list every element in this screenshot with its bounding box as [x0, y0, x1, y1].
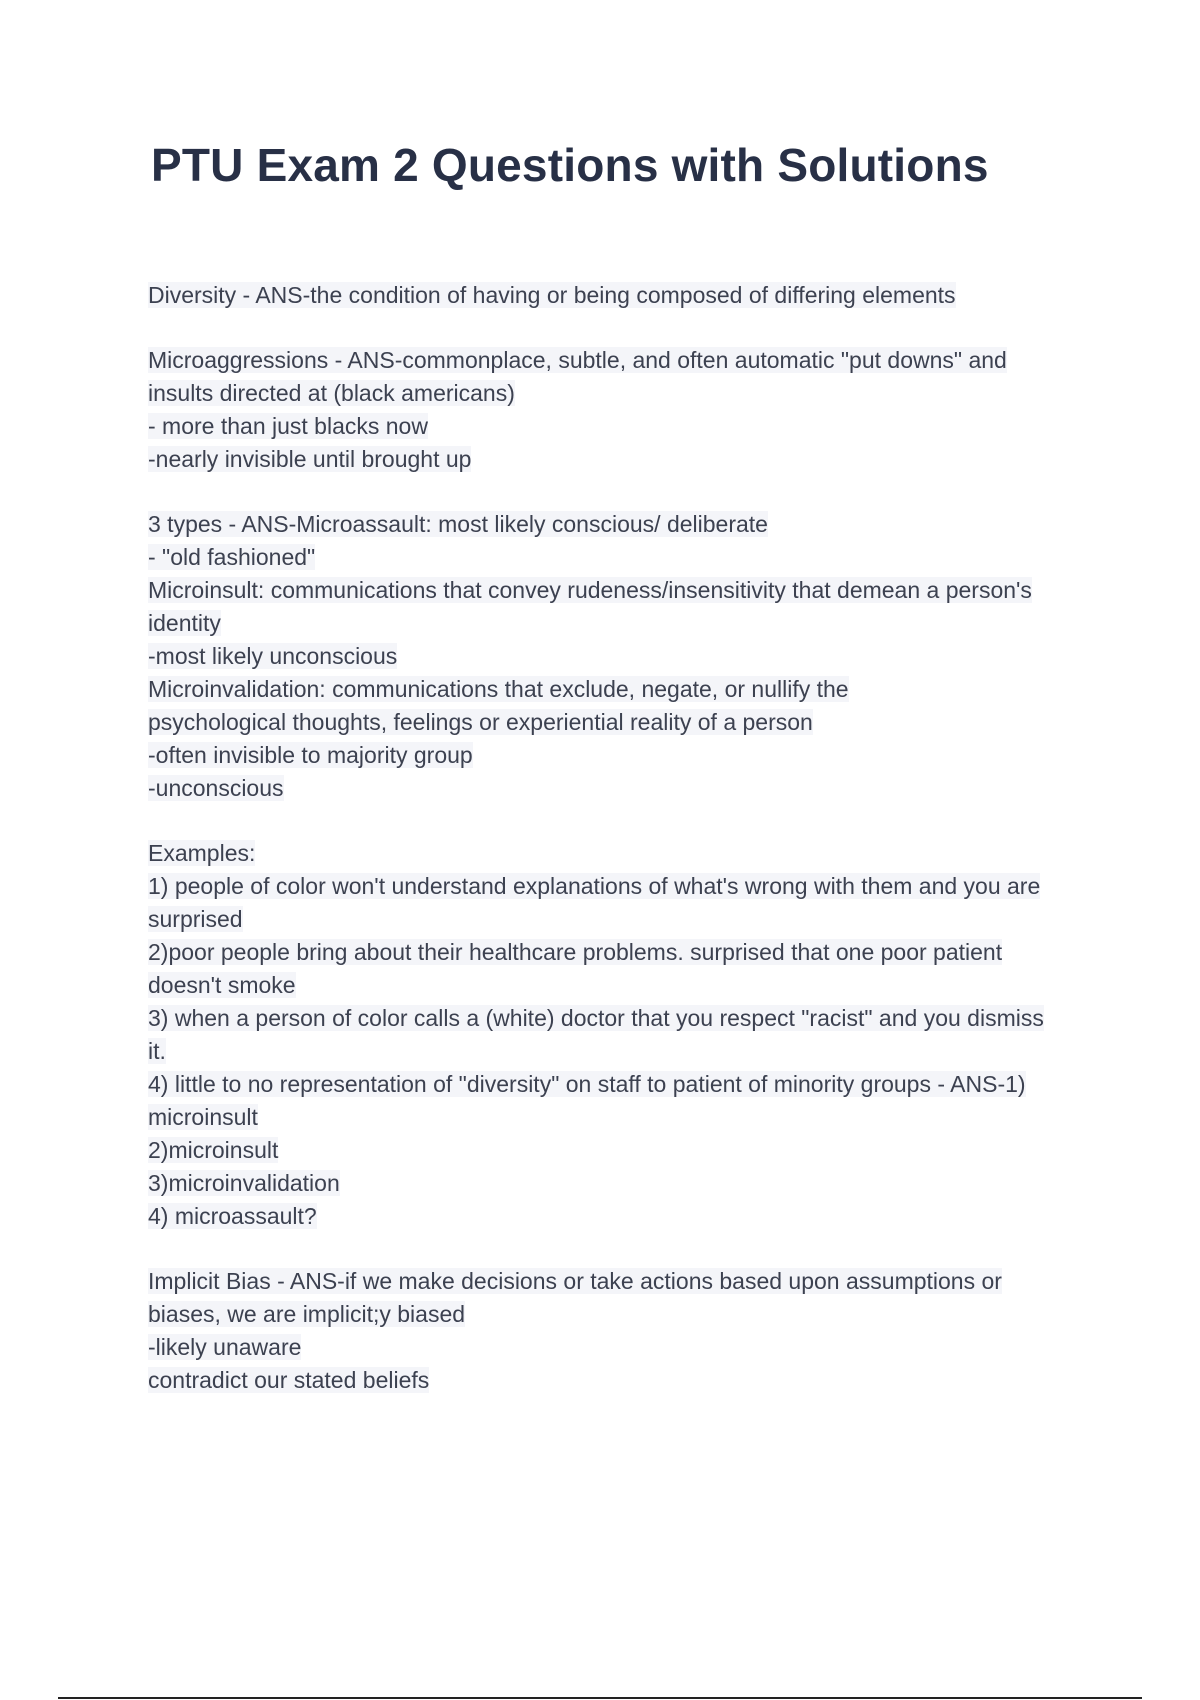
text-line: 1) people of color won't understand explanations of what's wrong with them and you are	[148, 873, 1041, 899]
text-line: 3 types - ANS-Microassault: most likely conscious/ deliberate	[148, 511, 768, 537]
text-line: identity	[148, 610, 221, 636]
text-line: surprised	[148, 906, 243, 932]
text-line: psychological thoughts, feelings or experiential reality of a person	[148, 709, 813, 735]
entry-microaggressions	[148, 344, 1098, 476]
text-line: doesn't smoke	[148, 972, 296, 998]
text-line: 3) when a person of color calls a (white) doctor that you respect "racist" and you dismiss	[148, 1005, 1044, 1031]
text-line: microinsult	[148, 1104, 258, 1130]
text-line: - more than just blacks now	[148, 413, 428, 439]
page-title: PTU Exam 2 Questions with Solutions	[151, 139, 989, 191]
entry-diversity	[148, 279, 1098, 312]
text-line: Microinvalidation: communications that exclude, negate, or nullify the	[148, 676, 849, 702]
text-line: -often invisible to majority group	[148, 742, 473, 768]
text-line: Diversity - ANS-the condition of having or being composed of differing elements	[148, 282, 956, 308]
entry-3-types	[148, 508, 1098, 805]
text-line: 2)microinsult	[148, 1137, 279, 1163]
text-line: Microaggressions - ANS-commonplace, subtle, and often automatic "put downs" and	[148, 347, 1007, 373]
text-line: 3)microinvalidation	[148, 1170, 340, 1196]
text-line: Microinsult: communications that convey rudeness/insensitivity that demean a person's	[148, 577, 1032, 603]
text-line: -nearly invisible until brought up	[148, 446, 472, 472]
text-line: Implicit Bias - ANS-if we make decisions or take actions based upon assumptions or	[148, 1268, 1002, 1294]
text-line: 4) microassault?	[148, 1203, 317, 1229]
footer-divider	[58, 1697, 1142, 1699]
text-line: Examples:	[148, 840, 256, 866]
text-line: it.	[148, 1038, 166, 1064]
text-line: -most likely unconscious	[148, 643, 398, 669]
text-line: contradict our stated beliefs	[148, 1367, 430, 1393]
text-line: insults directed at (black americans)	[148, 380, 515, 406]
text-line: biases, we are implicit;y biased	[148, 1301, 466, 1327]
document-body	[148, 279, 1098, 1429]
text-line: -unconscious	[148, 775, 284, 801]
text-line: 4) little to no representation of "diversity" on staff to patient of minority groups - ANS-1)	[148, 1071, 1026, 1097]
text-line: -likely unaware	[148, 1334, 302, 1360]
text-line: - "old fashioned"	[148, 544, 316, 570]
text-line: 2)poor people bring about their healthcare problems. surprised that one poor patient	[148, 939, 1003, 965]
entry-implicit-bias	[148, 1265, 1098, 1397]
entry-examples	[148, 837, 1098, 1233]
